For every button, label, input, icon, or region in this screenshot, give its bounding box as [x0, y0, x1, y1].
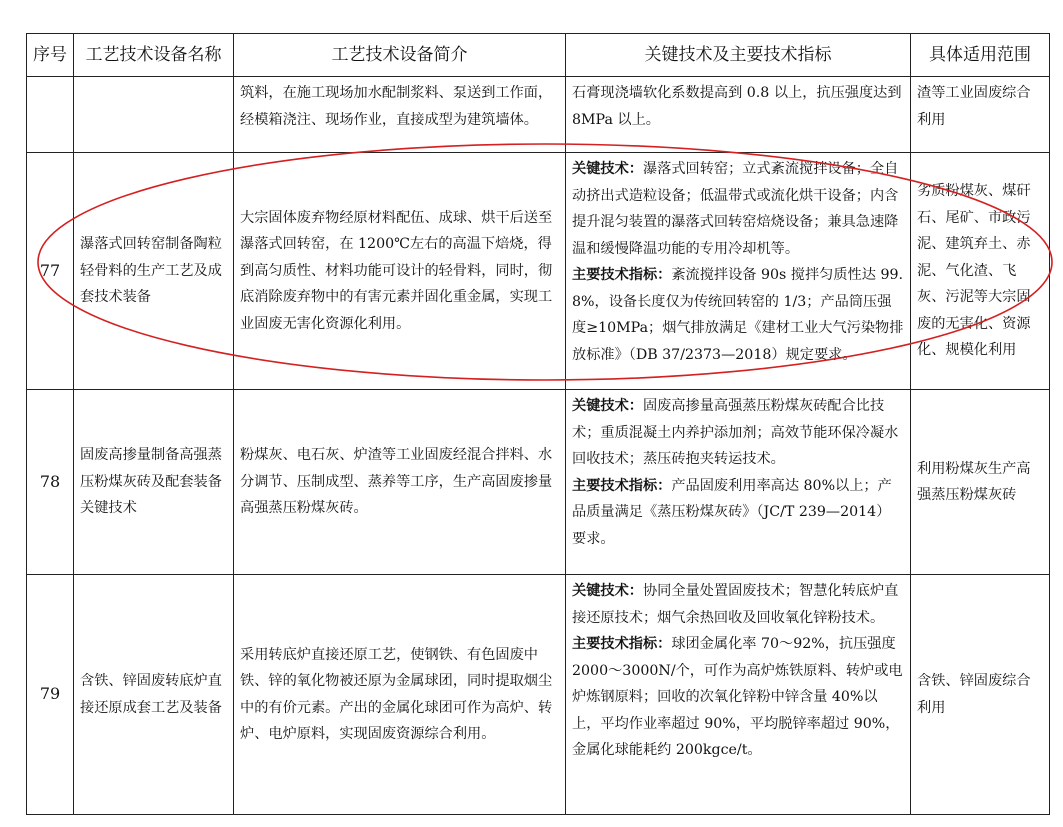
- cell-key: [566, 153, 911, 390]
- table-row: [27, 575, 1050, 815]
- main-index-label: 主要技术指标：: [572, 477, 672, 494]
- technology-table: [26, 33, 1050, 815]
- cell-no: 79: [27, 575, 74, 815]
- header-intro: 工艺技术设备简介: [234, 34, 566, 77]
- header-no: 序号: [27, 34, 74, 77]
- header-key: 关键技术及主要技术指标: [566, 34, 911, 77]
- header-row: [27, 34, 1050, 77]
- header-name: 工艺技术设备名称: [74, 34, 234, 77]
- main-index-paragraph: [572, 262, 904, 368]
- key-tech-text: 固废高掺量高强蒸压粉煤灰砖配合比技术；重质混凝土内养护添加剂；高效节能环保冷凝水回收技术；蒸压砖抱夹转运技术。: [572, 398, 899, 467]
- table-row-continued: [27, 77, 1050, 153]
- cell-intro: 采用转底炉直接还原工艺，使钢铁、有色固废中铁、锌的氧化物被还原为金属球团，同时提取烟尘中的有价元素。产出的金属化球团可作为高炉、转炉、电炉原料，实现固废资源综合利用。: [234, 575, 566, 815]
- cell-name: 固废高掺量制备高强蒸压粉煤灰砖及配套装备关键技术: [74, 390, 234, 575]
- key-tech-label: 关键技术：: [572, 398, 643, 414]
- table-row: [27, 153, 1050, 390]
- cell-scope: 渣等工业固废综合利用: [911, 77, 1050, 153]
- key-tech-text: 协同全量处置固废技术；智慧化转底炉直接还原技术；烟气余热回收及回收氧化锌粉技术。: [572, 583, 899, 626]
- key-tech-label: 关键技术：: [572, 161, 643, 177]
- cell-key: [566, 390, 911, 575]
- main-index-paragraph: [572, 631, 904, 764]
- main-index-label: 主要技术指标：: [572, 267, 672, 283]
- cell-intro: 大宗固体废弃物经原材料配伍、成球、烘干后送至瀑落式回转窑，在 1200℃左右的高温下焙烧，得到高匀质性、材料功能可设计的轻骨料，同时，彻底消除废弃物中的有害元素并固化重金属，实现工业固废无害化资源化利用。: [234, 153, 566, 390]
- cell-no: 78: [27, 390, 74, 575]
- main-index-label: 主要技术指标：: [572, 636, 672, 652]
- cell-name: [74, 77, 234, 153]
- main-index-text: 紊流搅拌设备 90s 搅拌匀质性达 99.8%，设备长度仅为传统回转窑的 1/3；产品筒压强度≥10MPa；烟气排放满足《建材工业大气污染物排放标准》（DB 37/2373—2018）规定要求。: [572, 267, 904, 363]
- key-tech-label: 关键技术：: [572, 583, 643, 599]
- main-index-text: 产品固废利用率高达 80%以上；产品质量满足《蒸压粉煤灰砖》（JC/T 239—2014）要求。: [572, 477, 892, 547]
- key-tech-paragraph: [572, 156, 904, 262]
- cell-key: 石膏现浇墙软化系数提高到 0.8 以上，抗压强度达到 8MPa 以上。: [566, 77, 911, 153]
- main-index-paragraph: [572, 473, 904, 553]
- cell-scope: 含铁、锌固废综合利用: [911, 575, 1050, 815]
- cell-no: 77: [27, 153, 74, 390]
- key-tech-paragraph: [572, 578, 904, 631]
- key-tech-paragraph: [572, 393, 904, 473]
- cell-scope: 利用粉煤灰生产高强蒸压粉煤灰砖: [911, 390, 1050, 575]
- key-tech-text: 瀑落式回转窑；立式紊流搅拌设备；全自动挤出式造粒设备；低温带式或流化烘干设备；内含提升混匀装置的瀑落式回转窑焙烧设备；兼具急速降温和缓慢降温功能的专用冷却机等。: [572, 161, 899, 257]
- table-row: [27, 390, 1050, 575]
- cell-name: 瀑落式回转窑制备陶粒轻骨料的生产工艺及成套技术装备: [74, 153, 234, 390]
- cell-scope: 劣质粉煤灰、煤矸石、尾矿、市政污泥、建筑弃土、赤泥、气化渣、飞灰、污泥等大宗固废的无害化、资源化、规模化利用: [911, 153, 1050, 390]
- cell-no: [27, 77, 74, 153]
- cell-key: [566, 575, 911, 815]
- cell-intro: 筑料，在施工现场加水配制浆料、泵送到工作面，经模箱浇注、现场作业，直接成型为建筑墙体。: [234, 77, 566, 153]
- main-index-text: 球团金属化率 70～92%，抗压强度 2000～3000N/个，可作为高炉炼铁原料、转炉或电炉炼钢原料；回收的次氧化锌粉中锌含量 40%以上，平均作业率超过 90%，平均脱锌率超过 90%，金属化球能耗约 200kgce/t。: [572, 636, 903, 758]
- header-scope: 具体适用范围: [911, 34, 1050, 77]
- cell-name: 含铁、锌固废转底炉直接还原成套工艺及装备: [74, 575, 234, 815]
- cell-intro: 粉煤灰、电石灰、炉渣等工业固废经混合拌料、水分调节、压制成型、蒸养等工序，生产高固废掺量高强蒸压粉煤灰砖。: [234, 390, 566, 575]
